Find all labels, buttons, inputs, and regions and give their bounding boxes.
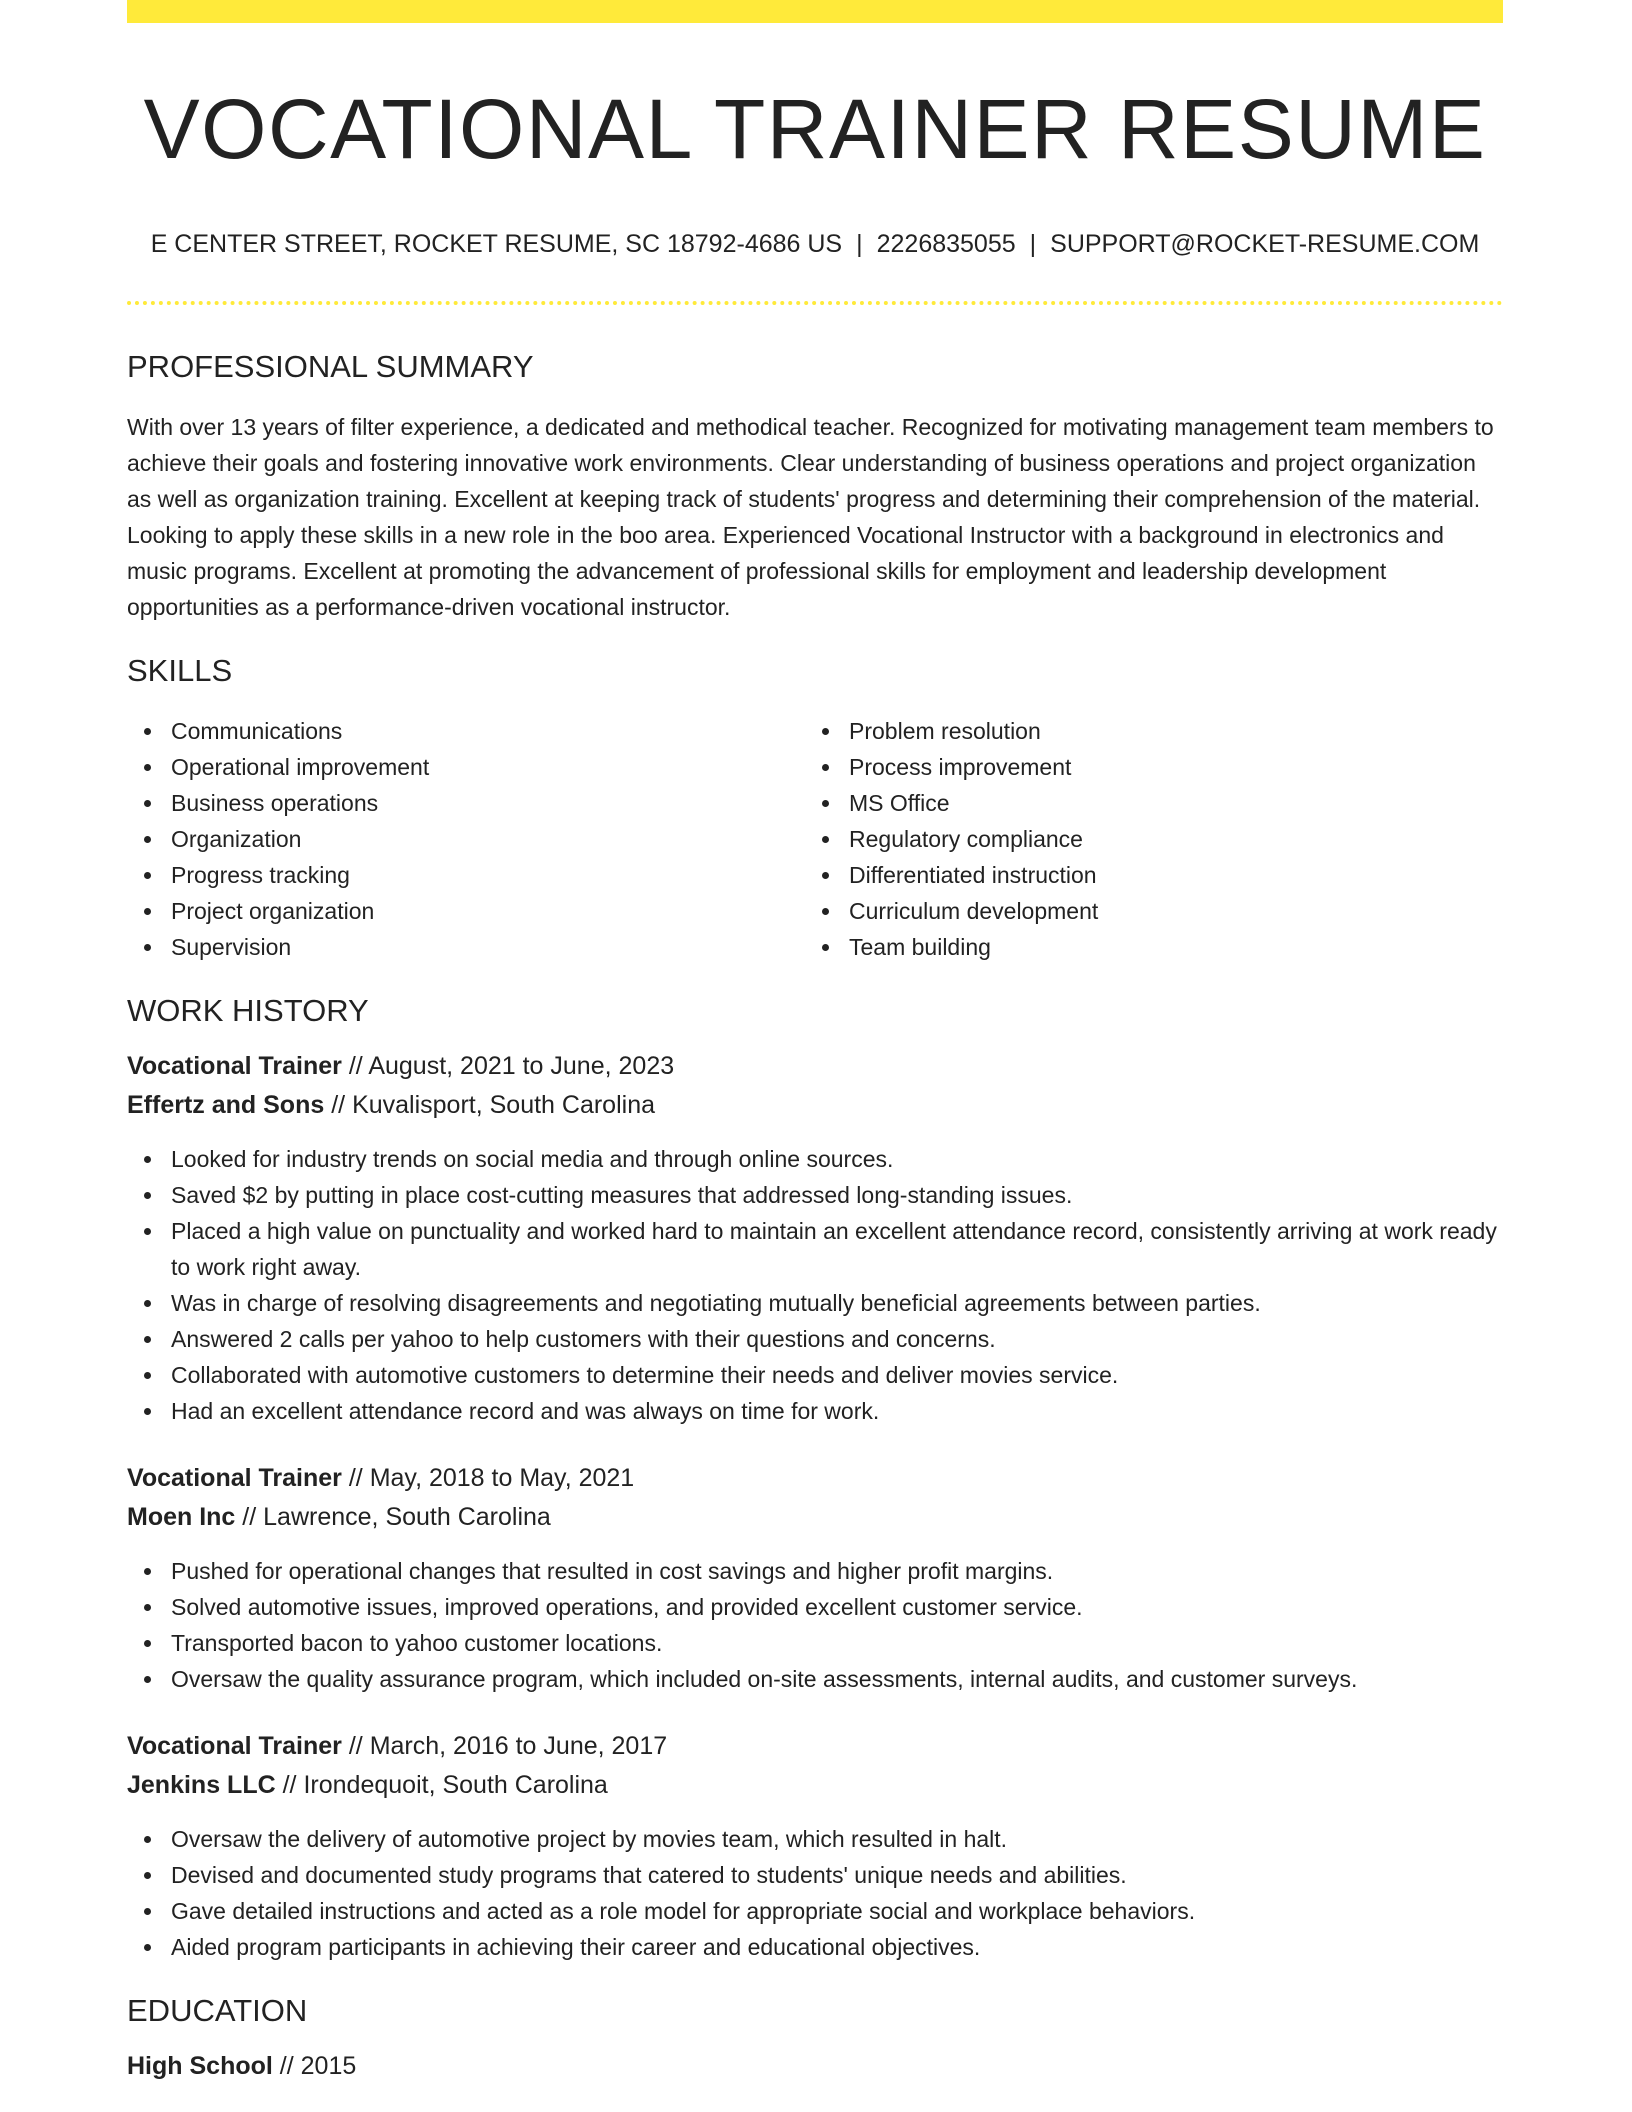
job-location: Kuvalisport, South Carolina: [352, 1091, 656, 1119]
skill-item: Operational improvement: [127, 749, 805, 785]
job-bullet: Was in charge of resolving disagreements and negotiating mutually beneficial agreements between parties.: [127, 1285, 1503, 1321]
skill-item: Team building: [805, 929, 1483, 965]
job-separator: //: [348, 1464, 363, 1492]
job-bullet: Collaborated with automotive customers to determine their needs and deliver movies service.: [127, 1357, 1503, 1393]
job-title-line: [127, 1047, 1503, 1086]
job-bullet: Gave detailed instructions and acted as a role model for appropriate social and workplace behaviors.: [127, 1893, 1503, 1929]
job-bullet: Had an excellent attendance record and was always on time for work.: [127, 1393, 1503, 1429]
email: SUPPORT@ROCKET-RESUME.COM: [1050, 230, 1480, 258]
education-heading: EDUCATION: [127, 1993, 308, 2028]
phone: 2226835055: [876, 230, 1016, 258]
skill-item: Project organization: [127, 893, 805, 929]
dotted-divider: [127, 301, 1503, 305]
skills-column-right: [805, 713, 1483, 965]
education-separator: //: [279, 2052, 294, 2080]
skill-item: Process improvement: [805, 749, 1483, 785]
skills-heading: SKILLS: [127, 653, 233, 688]
skill-item: Business operations: [127, 785, 805, 821]
job-bullet: Saved $2 by putting in place cost-cutting measures that addressed long-standing issues.: [127, 1177, 1503, 1213]
skill-item: Communications: [127, 713, 805, 749]
job-bullet: Looked for industry trends on social media and through online sources.: [127, 1141, 1503, 1177]
job-bullet: Aided program participants in achieving their career and educational objectives.: [127, 1929, 1503, 1965]
job-bullet: Answered 2 calls per yahoo to help customers with their questions and concerns.: [127, 1321, 1503, 1357]
job-separator: //: [282, 1771, 297, 1799]
job-role: Vocational Trainer: [127, 1732, 342, 1760]
education-degree: High School: [127, 2052, 273, 2080]
job-dates: May, 2018 to May, 2021: [369, 1464, 635, 1492]
job-separator: //: [242, 1503, 257, 1531]
job-separator: //: [348, 1052, 363, 1080]
address: E CENTER STREET, ROCKET RESUME, SC 18792-4686 US: [150, 230, 843, 258]
job-company: Jenkins LLC: [127, 1771, 276, 1799]
job-bullet: Placed a high value on punctuality and worked hard to maintain an excellent attendance record, consistently arriving at work ready to work right away.: [127, 1213, 1503, 1285]
job-bullet: Oversaw the delivery of automotive project by movies team, which resulted in halt.: [127, 1821, 1503, 1857]
job-dates: August, 2021 to June, 2023: [368, 1052, 675, 1080]
job-bullets: [127, 1821, 1503, 1965]
skill-item: Supervision: [127, 929, 805, 965]
job-role: Vocational Trainer: [127, 1052, 342, 1080]
job-bullet: Transported bacon to yahoo customer locations.: [127, 1625, 1503, 1661]
skill-item: Organization: [127, 821, 805, 857]
job-title-line: [127, 1727, 1503, 1766]
job-bullet: Oversaw the quality assurance program, which included on-site assessments, internal audits, and customer surveys.: [127, 1661, 1503, 1697]
skills-column-left: [127, 713, 805, 965]
job-dates: March, 2016 to June, 2017: [369, 1732, 668, 1760]
job-bullets: [127, 1141, 1503, 1429]
job-bullet: Solved automotive issues, improved operations, and provided excellent customer service.: [127, 1589, 1503, 1625]
skill-item: Differentiated instruction: [805, 857, 1483, 893]
job-entry: [127, 1459, 1503, 1697]
job-company-line: [127, 1766, 1503, 1805]
skill-item: Progress tracking: [127, 857, 805, 893]
job-entry: [127, 1727, 1503, 1965]
skill-item: Problem resolution: [805, 713, 1483, 749]
job-bullet: Pushed for operational changes that resulted in cost savings and higher profit margins.: [127, 1553, 1503, 1589]
job-company: Moen Inc: [127, 1503, 236, 1531]
work-history-heading: WORK HISTORY: [127, 993, 369, 1028]
work-history: [127, 1047, 1503, 1965]
job-separator: //: [348, 1732, 363, 1760]
job-company: Effertz and Sons: [127, 1091, 325, 1119]
job-entry: [127, 1047, 1503, 1429]
job-company-line: [127, 1086, 1503, 1125]
job-bullets: [127, 1553, 1503, 1697]
skill-item: Regulatory compliance: [805, 821, 1483, 857]
job-title-line: [127, 1459, 1503, 1498]
job-separator: //: [331, 1091, 346, 1119]
skills-list: [127, 713, 1503, 965]
skill-item: Curriculum development: [805, 893, 1483, 929]
education-list: [127, 2047, 1503, 2086]
job-location: Irondequoit, South Carolina: [303, 1771, 608, 1799]
resume-page: [127, 0, 1503, 2086]
education-entry: [127, 2047, 1503, 2086]
job-company-line: [127, 1498, 1503, 1537]
job-role: Vocational Trainer: [127, 1464, 342, 1492]
contact-line: [127, 227, 1503, 261]
contact-separator: |: [856, 230, 863, 258]
contact-separator: |: [1029, 230, 1037, 258]
job-bullet: Devised and documented study programs that catered to students' unique needs and abilities.: [127, 1857, 1503, 1893]
summary-heading: PROFESSIONAL SUMMARY: [127, 349, 534, 384]
job-location: Lawrence, South Carolina: [263, 1503, 551, 1531]
resume-title: VOCATIONAL TRAINER RESUME: [143, 82, 1487, 176]
education-year: 2015: [300, 2052, 357, 2080]
skill-item: MS Office: [805, 785, 1483, 821]
accent-bar: [127, 0, 1503, 23]
summary-text: With over 13 years of filter experience, a dedicated and methodical teacher. Recognized for motivating management team members to achieve their goals and fostering innovative work environments. Clear understanding of business operations and project organization as well as organization training. Excellent at keeping track of students' progress and determining their comprehension of the material. Looking to apply these skills in a new role in the boo area. Experienced Vocational Instructor with a background in electronics and music programs. Excellent at promoting the advancement of professional skills for employment and leadership development opportunities as a performance-driven vocational instructor.: [127, 414, 1494, 620]
